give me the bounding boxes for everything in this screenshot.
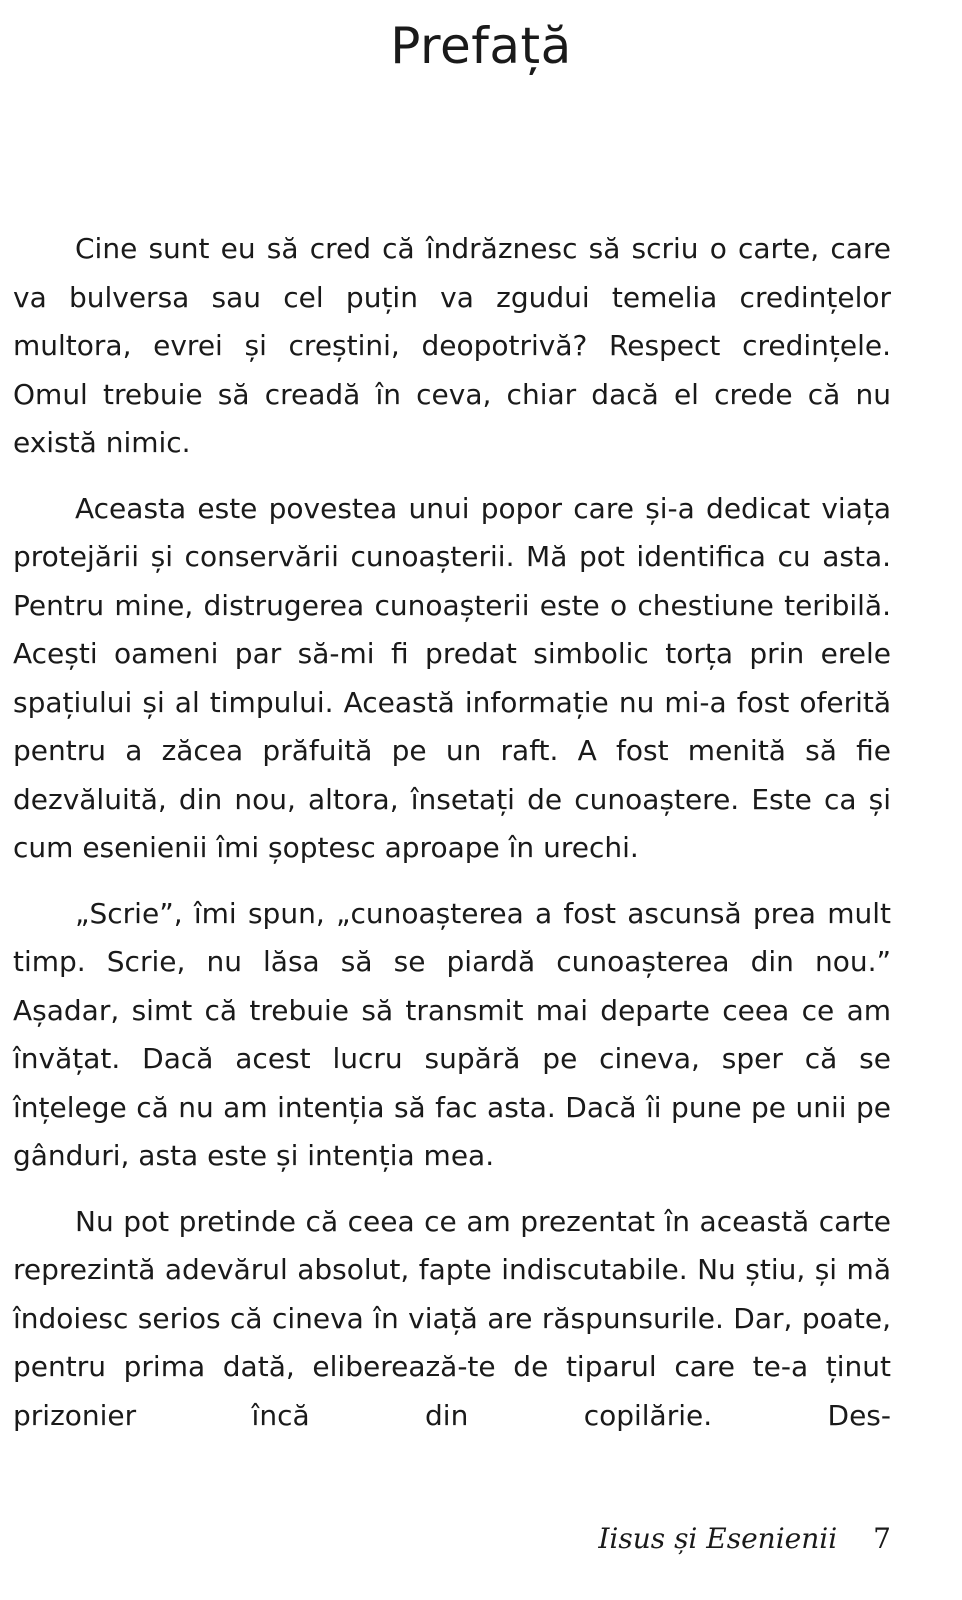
running-footer-book-title: Iisus și Esenienii xyxy=(598,1522,838,1555)
paragraph: „Scrie”, îmi spun, „cunoașterea a fost ascunsă prea mult timp. Scrie, nu lăsa să se piardă cunoașterea din nou.” Așadar, simt că trebuie să transmit mai departe ceea ce am învățat. Dacă acest lucru supără pe cineva, sper că se înțelege că nu am intenția să fac asta. Dacă îi pune pe unii pe gânduri, asta este și intenția mea. xyxy=(13,896,891,1172)
page-number: 7 xyxy=(873,1522,891,1555)
paragraph: Nu pot pretinde că ceea ce am prezentat în această carte reprezintă adevărul absolut, fapte indiscutabile. Nu știu, și mă îndoiesc serios că cineva în viață are răspunsurile. Dar, poate, pentru prima dată, eliberează-te de tiparul care te-a ținut prizonier încă din copilărie. Des- xyxy=(13,1204,891,1432)
paragraph: Cine sunt eu să cred că îndrăznesc să scriu o carte, care va bulversa sau cel puțin va zgudui temelia credințelor multora, evrei și creștini, deopotrivă? Respect credințele. Omul trebuie să creadă în ceva, chiar dacă el crede că nu există nimic. xyxy=(13,232,891,459)
chapter-title: Prefață xyxy=(390,17,572,75)
paragraph: Aceasta este povestea unui popor care și-a dedicat viața protejării și conservării cunoașterii. Mă pot identifica cu asta. Pentru mine, distrugerea cunoașterii este o chestiune teribilă. Acești oameni par să-mi fi predat simbolic torța prin erele spațiului și al timpului. Această informație nu mi-a fost oferită pentru a zăcea prăfuită pe un raft. A fost menită să fie dezvăluită, din nou, altora, însetați de cunoaștere. Este ca și cum esenienii îmi șoptesc aproape în urechi. xyxy=(13,491,891,864)
page-footer xyxy=(0,1521,891,1557)
chapter-body xyxy=(13,225,891,1457)
